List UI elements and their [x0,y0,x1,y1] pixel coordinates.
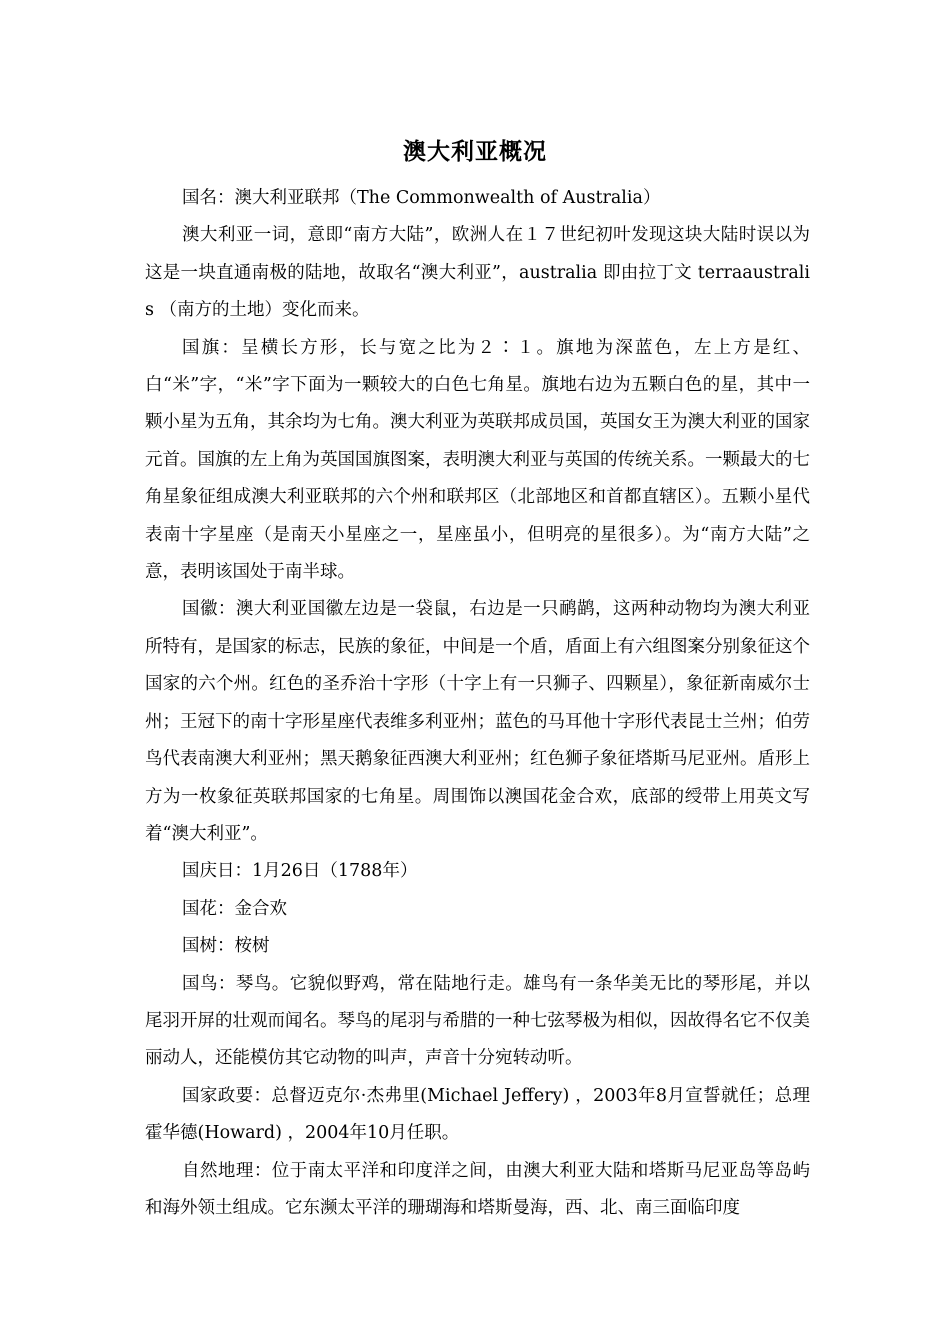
paragraph-country-name: 国名：澳大利亚联邦（The Commonwealth of Australia） [182,188,661,208]
paragraph-leaders: 国家政要：总督迈克尔·杰弗里(Michael Jeffery) ，2003年8月宣誓就任；总理霍华德(Howard) ，2004年10月任职。 [145,1085,810,1144]
document-body [145,180,810,1227]
paragraph-geography: 自然地理：位于南太平洋和印度洋之间，由澳大利亚大陆和塔斯马尼亚岛等岛屿和海外领土组成。它东濒太平洋的珊瑚海和塔斯曼海，西、北、南三面临印度 [145,1160,810,1218]
paragraph-national-bird: 国鸟：琴鸟。它貌似野鸡，常在陆地行走。雄鸟有一条华美无比的琴形尾，并以尾羽开屏的壮观而闻名。琴鸟的尾羽与希腊的一种七弦琴极为相似，因故得名它不仅美丽动人，还能模仿其它动物的叫声，声音十分宛转动听。 [145,973,810,1069]
document-title: 澳大利亚概况 [403,139,547,165]
paragraph-national-tree: 国树：桉树 [182,936,270,957]
paragraph-national-day: 国庆日：1月26日（1788年） [182,861,418,882]
paragraph-national-emblem: 国徽：澳大利亚国徽左边是一袋鼠，右边是一只鸸鹋，这两种动物均为澳大利亚所特有，是国家的标志，民族的象征，中间是一个盾，盾面上有六组图案分别象征这个国家的六个州。红色的圣乔治十字形（十字上有一只狮子、四颗星），象征新南威尔士州；王冠下的南十字形星座代表维多利亚州；蓝色的马耳他十字形代表昆士兰州；伯劳鸟代表南澳大利亚州；黑天鹅象征西澳大利亚州；红色狮子象征塔斯马尼亚州。盾形上方为一枚象征英联邦国家的七角星。周围饰以澳国花金合欢，底部的绶带上用英文写着“澳大利亚”。 [145,599,810,844]
paragraph-name-origin: 澳大利亚一词，意即“南方大陆”，欧洲人在１７世纪初叶发现这块大陆时误以为这是一块直通南极的陆地，故取名“澳大利亚”，australia 即由拉丁文 terraaustralis （南方的土地）变化而来。 [145,225,810,321]
paragraph-national-flower: 国花：金合欢 [182,898,287,919]
paragraph-national-flag: 国旗：呈横长方形，长与宽之比为２∶１。旗地为深蓝色，左上方是红、白“米”字，“米”字下面为一颗较大的白色七角星。旗地右边为五颗白色的星，其中一颗小星为五角，其余均为七角。澳大利亚为英联邦成员国，英国女王为澳大利亚的国家元首。国旗的左上角为英国国旗图案，表明澳大利亚与英国的传统关系。一颗最大的七角星象征组成澳大利亚联邦的六个州和联邦区（北部地区和首都直辖区）。五颗小星代表南十字星座（是南天小星座之一，星座虽小，但明亮的星很多）。为“南方大陆”之意，表明该国处于南半球。 [145,337,810,583]
